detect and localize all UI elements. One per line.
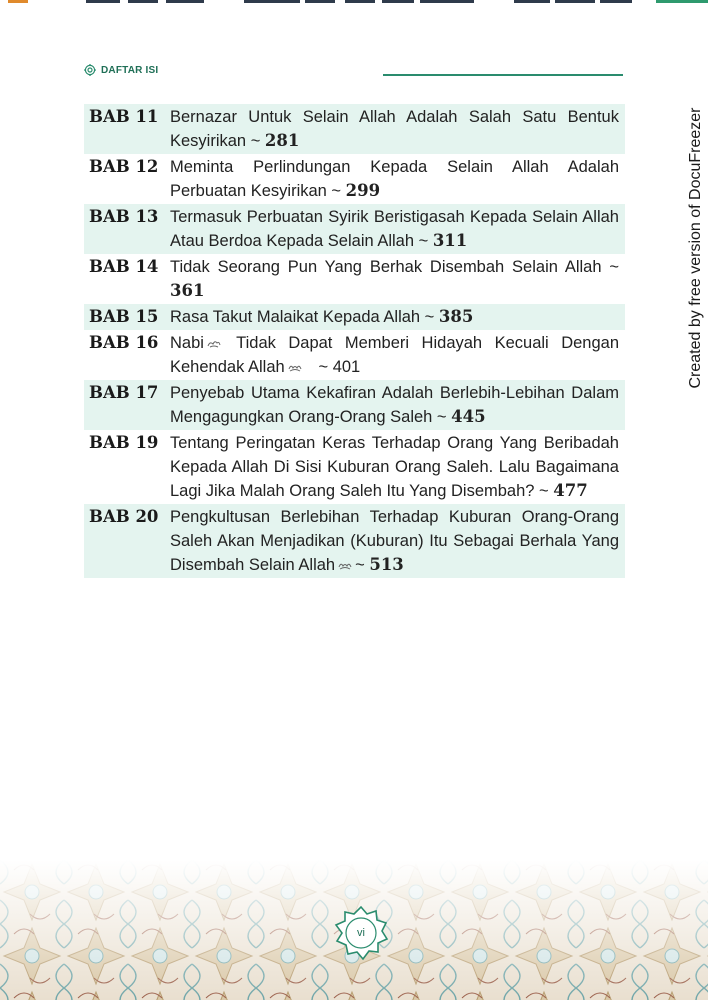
top-color-strip [0, 0, 708, 3]
bab-label: BAB 13 [89, 207, 159, 226]
page-ref: 299 [345, 181, 381, 200]
section-header [84, 64, 158, 76]
entry-title: ~ [318, 358, 333, 376]
entry-title: Bernazar Untuk Selain Allah Adalah Salah Satu Bentuk Kesyirikan ~ [170, 108, 619, 150]
page-ref: 477 [553, 481, 588, 500]
page-ref: 281 [264, 131, 300, 150]
subhanahu-glyph-icon [338, 561, 352, 571]
toc-entry [170, 305, 619, 329]
toc-entry [170, 255, 619, 303]
section-title: DAFTAR ISI [101, 64, 159, 76]
toc-entry [170, 155, 619, 203]
entry-title: Nabi [170, 334, 204, 352]
bab-label: BAB 17 [89, 383, 159, 402]
toc-entry [170, 331, 619, 379]
subhanahu-glyph-icon [288, 363, 302, 373]
toc-list [84, 104, 625, 578]
entry-title: Penyebab Utama Kekafiran Adalah Berlebih-Lebihan Dalam Mengagungkan Orang-Orang Saleh ~ [170, 384, 619, 426]
entry-title: Rasa Takut Malaikat Kepada Allah ~ [170, 308, 439, 326]
entry-title: Tentang Peringatan Keras Terhadap Orang Yang Beribadah Kepada Allah Di Sisi Kuburan Orang Saleh. Lalu Bagaimana Lagi Jika Malah Orang Saleh Itu Yang Disembah? ~ [170, 434, 619, 500]
page-ref: 311 [432, 231, 468, 250]
toc-row [84, 304, 625, 330]
bab-label: BAB 15 [89, 307, 159, 326]
toc-row [84, 380, 625, 430]
toc-entry [170, 505, 619, 577]
toc-entry [170, 105, 619, 153]
toc-row [84, 204, 625, 254]
entry-title: Pengkultusan Berlebihan Terhadap Kuburan Orang-Orang Saleh Akan Menjadikan (Kuburan) Itu Sebagai Berhala Yang Disembah Selain Allah [170, 508, 619, 574]
bab-label: BAB 16 [89, 333, 159, 352]
toc-entry [170, 205, 619, 253]
toc-row [84, 430, 625, 504]
page-ref: 445 [451, 407, 486, 426]
bab-label: BAB 20 [89, 507, 159, 526]
page-ref: 513 [369, 555, 404, 574]
bab-label: BAB 19 [89, 433, 159, 452]
toc-row [84, 330, 625, 380]
entry-title: Meminta Perlindungan Kepada Selain Allah Adalah Perbuatan Kesyirikan ~ [170, 158, 619, 200]
page-ref: 385 [438, 307, 474, 326]
toc-entry [170, 381, 619, 429]
page-ref: 401 [332, 358, 361, 376]
rosette-icon [84, 64, 96, 76]
bab-label: BAB 12 [89, 157, 159, 176]
header-rule [383, 74, 623, 76]
bab-label: BAB 14 [89, 257, 159, 276]
toc-entry [170, 431, 619, 503]
toc-row [84, 504, 625, 578]
watermark: Created by free version of DocuFreezer [687, 107, 704, 389]
salawat-glyph-icon [207, 339, 221, 349]
toc-row [84, 104, 625, 154]
toc-row [84, 154, 625, 204]
entry-title: Tidak Seorang Pun Yang Berhak Disembah Selain Allah ~ [170, 258, 619, 276]
entry-title: Tidak Dapat Memberi Hidayah Kecuali Dengan Kehendak Allah [170, 334, 619, 376]
entry-title: ~ [355, 556, 370, 574]
toc-row [84, 254, 625, 304]
bab-label: BAB 11 [89, 107, 159, 126]
page-ref: 361 [170, 281, 205, 300]
entry-title: Termasuk Perbuatan Syirik Beristigasah Kepada Selain Allah Atau Berdoa Kepada Selain Allah ~ [170, 208, 619, 250]
page-number: vi [357, 927, 365, 939]
